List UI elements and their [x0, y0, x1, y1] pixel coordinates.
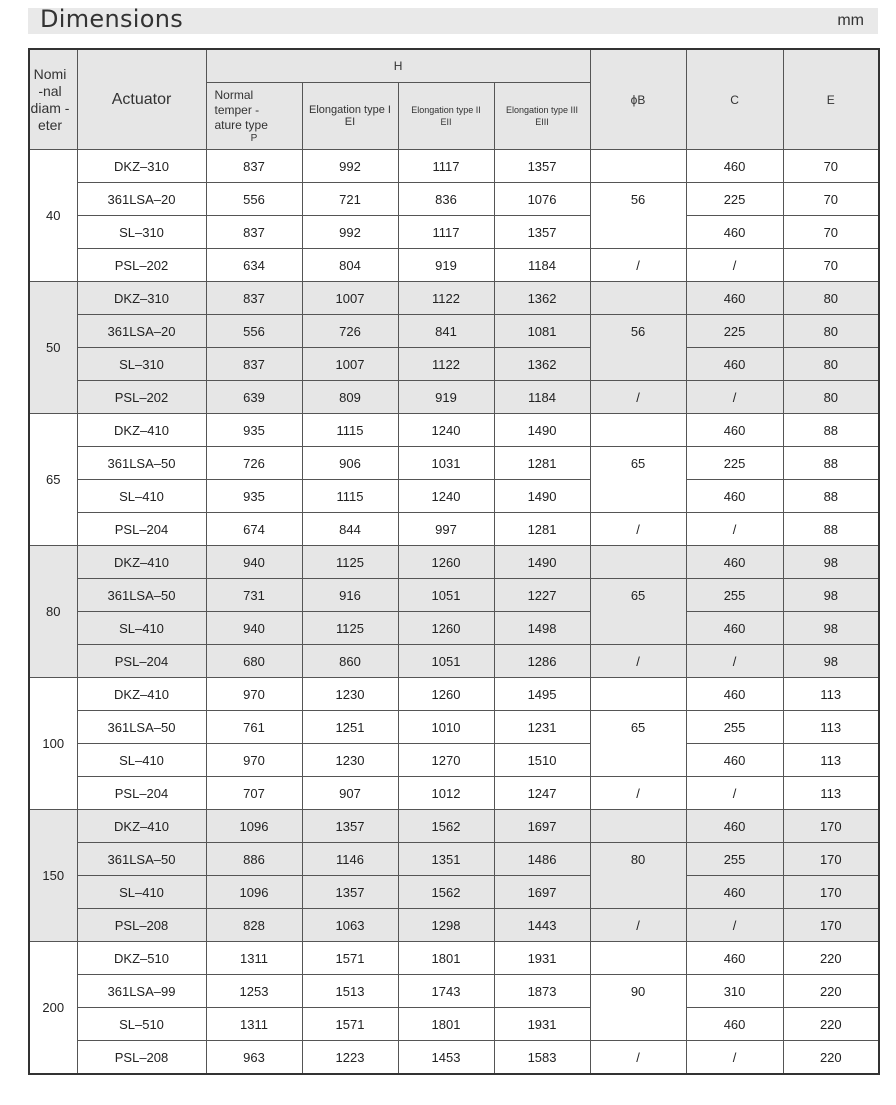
eii-cell: 1012	[398, 777, 494, 810]
p-cell: 556	[206, 315, 302, 348]
phi-b-cell: 65	[590, 711, 686, 777]
eiii-cell: 1362	[494, 282, 590, 315]
table-row	[29, 678, 879, 711]
dimensions-table	[28, 48, 880, 1075]
ei-cell: 1513	[302, 975, 398, 1008]
ei-cell: 726	[302, 315, 398, 348]
c-cell: 460	[686, 876, 783, 909]
eiii-cell: 1490	[494, 546, 590, 579]
ei-cell: 1125	[302, 546, 398, 579]
e-cell: 113	[783, 777, 879, 810]
phi-b-cell	[590, 678, 686, 711]
eii-cell: 1743	[398, 975, 494, 1008]
eii-cell: 1240	[398, 480, 494, 513]
ei-cell: 1357	[302, 876, 398, 909]
eii-cell: 836	[398, 183, 494, 216]
header-e: E	[783, 49, 879, 150]
eii-cell: 1453	[398, 1041, 494, 1075]
e-cell: 220	[783, 1041, 879, 1075]
table-row	[29, 876, 879, 909]
eiii-cell: 1931	[494, 1008, 590, 1041]
p-cell: 837	[206, 348, 302, 381]
c-cell: /	[686, 1041, 783, 1075]
e-cell: 80	[783, 315, 879, 348]
ei-cell: 1146	[302, 843, 398, 876]
eii-cell: 1031	[398, 447, 494, 480]
eiii-cell: 1486	[494, 843, 590, 876]
c-cell: 460	[686, 348, 783, 381]
eiii-cell: 1510	[494, 744, 590, 777]
actuator-cell: 361LSA–50	[77, 843, 206, 876]
e-cell: 88	[783, 414, 879, 447]
c-cell: 310	[686, 975, 783, 1008]
phi-b-cell: /	[590, 249, 686, 282]
c-cell: 460	[686, 942, 783, 975]
ei-cell: 906	[302, 447, 398, 480]
actuator-cell: PSL–202	[77, 249, 206, 282]
table-row	[29, 282, 879, 315]
p-cell: 556	[206, 183, 302, 216]
actuator-cell: SL–310	[77, 348, 206, 381]
actuator-cell: PSL–204	[77, 645, 206, 678]
eii-cell: 1117	[398, 216, 494, 249]
e-cell: 88	[783, 480, 879, 513]
e-cell: 170	[783, 810, 879, 843]
c-cell: /	[686, 381, 783, 414]
table-row	[29, 183, 879, 216]
table-body	[29, 150, 879, 1075]
header-nominal-diameter: Nomi -nal diam -eter	[29, 49, 77, 150]
nominal-diameter-cell: 100	[29, 678, 77, 810]
header-h-ei: Elongation type I EI	[302, 83, 398, 150]
table-row	[29, 1008, 879, 1041]
eiii-cell: 1583	[494, 1041, 590, 1075]
p-cell: 1311	[206, 1008, 302, 1041]
actuator-cell: DKZ–310	[77, 150, 206, 183]
e-cell: 80	[783, 381, 879, 414]
table-row	[29, 447, 879, 480]
ei-cell: 907	[302, 777, 398, 810]
eii-cell: 841	[398, 315, 494, 348]
phi-b-cell: /	[590, 777, 686, 810]
phi-b-cell: /	[590, 1041, 686, 1075]
nominal-diameter-cell: 150	[29, 810, 77, 942]
c-cell: /	[686, 249, 783, 282]
header-h-eiii: Elongation type III EIII	[494, 83, 590, 150]
c-cell: 460	[686, 678, 783, 711]
nominal-diameter-cell: 40	[29, 150, 77, 282]
e-cell: 70	[783, 216, 879, 249]
p-cell: 1096	[206, 876, 302, 909]
eiii-cell: 1184	[494, 249, 590, 282]
p-cell: 726	[206, 447, 302, 480]
table-row	[29, 381, 879, 414]
c-cell: 460	[686, 744, 783, 777]
table-row	[29, 744, 879, 777]
eiii-cell: 1286	[494, 645, 590, 678]
e-cell: 80	[783, 348, 879, 381]
ei-cell: 992	[302, 216, 398, 249]
header-c: C	[686, 49, 783, 150]
eii-cell: 1260	[398, 612, 494, 645]
eiii-cell: 1443	[494, 909, 590, 942]
p-cell: 639	[206, 381, 302, 414]
ei-cell: 1063	[302, 909, 398, 942]
e-cell: 88	[783, 447, 879, 480]
ei-cell: 1125	[302, 612, 398, 645]
table-row	[29, 843, 879, 876]
c-cell: 460	[686, 1008, 783, 1041]
eii-cell: 997	[398, 513, 494, 546]
c-cell: 460	[686, 612, 783, 645]
eiii-cell: 1281	[494, 513, 590, 546]
eii-cell: 1260	[398, 546, 494, 579]
eii-cell: 1562	[398, 876, 494, 909]
p-cell: 940	[206, 546, 302, 579]
table-row	[29, 777, 879, 810]
p-cell: 970	[206, 678, 302, 711]
p-cell: 707	[206, 777, 302, 810]
c-cell: 460	[686, 480, 783, 513]
c-cell: /	[686, 645, 783, 678]
eiii-cell: 1227	[494, 579, 590, 612]
actuator-cell: DKZ–410	[77, 414, 206, 447]
table-row	[29, 975, 879, 1008]
ei-cell: 1571	[302, 1008, 398, 1041]
p-cell: 837	[206, 282, 302, 315]
ei-cell: 1230	[302, 678, 398, 711]
c-cell: 225	[686, 183, 783, 216]
eiii-cell: 1931	[494, 942, 590, 975]
eii-cell: 1298	[398, 909, 494, 942]
c-cell: 255	[686, 843, 783, 876]
e-cell: 113	[783, 744, 879, 777]
ei-cell: 1571	[302, 942, 398, 975]
table-row	[29, 810, 879, 843]
c-cell: 225	[686, 447, 783, 480]
header-h-p: Normal temper -ature type P	[206, 83, 302, 150]
actuator-cell: PSL–204	[77, 777, 206, 810]
actuator-cell: 361LSA–20	[77, 315, 206, 348]
ei-cell: 1357	[302, 810, 398, 843]
p-cell: 935	[206, 480, 302, 513]
c-cell: 460	[686, 150, 783, 183]
eii-cell: 1562	[398, 810, 494, 843]
phi-b-cell	[590, 150, 686, 183]
e-cell: 70	[783, 150, 879, 183]
ei-cell: 809	[302, 381, 398, 414]
c-cell: /	[686, 909, 783, 942]
phi-b-cell: /	[590, 645, 686, 678]
phi-b-cell: 56	[590, 315, 686, 381]
e-cell: 98	[783, 645, 879, 678]
unit-label: mm	[837, 12, 864, 29]
ei-cell: 804	[302, 249, 398, 282]
eiii-cell: 1357	[494, 216, 590, 249]
eiii-cell: 1081	[494, 315, 590, 348]
p-cell: 731	[206, 579, 302, 612]
eiii-cell: 1231	[494, 711, 590, 744]
e-cell: 80	[783, 282, 879, 315]
p-cell: 1096	[206, 810, 302, 843]
e-cell: 113	[783, 711, 879, 744]
eii-cell: 1240	[398, 414, 494, 447]
actuator-cell: DKZ–410	[77, 546, 206, 579]
e-cell: 113	[783, 678, 879, 711]
header-h: H	[206, 49, 590, 83]
nominal-diameter-cell: 50	[29, 282, 77, 414]
e-cell: 70	[783, 249, 879, 282]
ei-cell: 1007	[302, 348, 398, 381]
eii-cell: 919	[398, 249, 494, 282]
eii-cell: 1801	[398, 1008, 494, 1041]
p-cell: 761	[206, 711, 302, 744]
eii-cell: 1122	[398, 282, 494, 315]
p-cell: 674	[206, 513, 302, 546]
eii-cell: 1801	[398, 942, 494, 975]
phi-b-cell: 65	[590, 447, 686, 513]
actuator-cell: SL–410	[77, 612, 206, 645]
actuator-cell: 361LSA–50	[77, 579, 206, 612]
table-row	[29, 645, 879, 678]
eiii-cell: 1697	[494, 876, 590, 909]
p-cell: 837	[206, 150, 302, 183]
nominal-diameter-cell: 80	[29, 546, 77, 678]
table-row	[29, 711, 879, 744]
c-cell: 255	[686, 579, 783, 612]
ei-cell: 860	[302, 645, 398, 678]
ei-cell: 916	[302, 579, 398, 612]
eii-cell: 919	[398, 381, 494, 414]
phi-b-cell	[590, 414, 686, 447]
actuator-cell: 361LSA–50	[77, 711, 206, 744]
eiii-cell: 1357	[494, 150, 590, 183]
eiii-cell: 1697	[494, 810, 590, 843]
eiii-cell: 1873	[494, 975, 590, 1008]
ei-cell: 1115	[302, 480, 398, 513]
e-cell: 170	[783, 843, 879, 876]
eii-cell: 1010	[398, 711, 494, 744]
header-actuator: Actuator	[77, 49, 206, 150]
ei-cell: 1251	[302, 711, 398, 744]
p-cell: 1311	[206, 942, 302, 975]
c-cell: 255	[686, 711, 783, 744]
p-cell: 970	[206, 744, 302, 777]
actuator-cell: SL–410	[77, 876, 206, 909]
e-cell: 220	[783, 975, 879, 1008]
table-row	[29, 315, 879, 348]
e-cell: 88	[783, 513, 879, 546]
eiii-cell: 1247	[494, 777, 590, 810]
header-phi-b: ϕB	[590, 49, 686, 150]
actuator-cell: SL–410	[77, 480, 206, 513]
p-cell: 935	[206, 414, 302, 447]
e-cell: 98	[783, 579, 879, 612]
p-cell: 886	[206, 843, 302, 876]
actuator-cell: DKZ–410	[77, 678, 206, 711]
phi-b-cell: /	[590, 909, 686, 942]
eiii-cell: 1281	[494, 447, 590, 480]
table-row	[29, 546, 879, 579]
table-row	[29, 1041, 879, 1075]
table-row	[29, 612, 879, 645]
actuator-cell: PSL–204	[77, 513, 206, 546]
phi-b-cell	[590, 282, 686, 315]
table-row	[29, 150, 879, 183]
eiii-cell: 1184	[494, 381, 590, 414]
table-row	[29, 513, 879, 546]
phi-b-cell	[590, 546, 686, 579]
c-cell: /	[686, 777, 783, 810]
table-row	[29, 579, 879, 612]
c-cell: 460	[686, 216, 783, 249]
phi-b-cell: 90	[590, 975, 686, 1041]
phi-b-cell	[590, 942, 686, 975]
eiii-cell: 1362	[494, 348, 590, 381]
phi-b-cell: 65	[590, 579, 686, 645]
phi-b-cell: /	[590, 381, 686, 414]
ei-cell: 992	[302, 150, 398, 183]
eii-cell: 1051	[398, 645, 494, 678]
table-row	[29, 480, 879, 513]
actuator-cell: DKZ–410	[77, 810, 206, 843]
c-cell: 460	[686, 810, 783, 843]
e-cell: 170	[783, 876, 879, 909]
e-cell: 220	[783, 942, 879, 975]
eiii-cell: 1490	[494, 480, 590, 513]
eiii-cell: 1498	[494, 612, 590, 645]
eiii-cell: 1076	[494, 183, 590, 216]
actuator-cell: SL–510	[77, 1008, 206, 1041]
c-cell: 460	[686, 282, 783, 315]
p-cell: 940	[206, 612, 302, 645]
ei-cell: 1223	[302, 1041, 398, 1075]
actuator-cell: 361LSA–99	[77, 975, 206, 1008]
ei-cell: 1115	[302, 414, 398, 447]
e-cell: 70	[783, 183, 879, 216]
actuator-cell: PSL–208	[77, 1041, 206, 1075]
header-h-eii: Elongation type II EII	[398, 83, 494, 150]
actuator-cell: SL–310	[77, 216, 206, 249]
p-cell: 634	[206, 249, 302, 282]
table-row	[29, 414, 879, 447]
table-row	[29, 942, 879, 975]
title-bar	[28, 5, 878, 34]
actuator-cell: 361LSA–50	[77, 447, 206, 480]
actuator-cell: PSL–202	[77, 381, 206, 414]
c-cell: /	[686, 513, 783, 546]
actuator-cell: DKZ–510	[77, 942, 206, 975]
p-cell: 963	[206, 1041, 302, 1075]
actuator-cell: 361LSA–20	[77, 183, 206, 216]
eii-cell: 1117	[398, 150, 494, 183]
table-row	[29, 249, 879, 282]
c-cell: 225	[686, 315, 783, 348]
p-cell: 680	[206, 645, 302, 678]
phi-b-cell: 80	[590, 843, 686, 909]
eii-cell: 1122	[398, 348, 494, 381]
eii-cell: 1051	[398, 579, 494, 612]
phi-b-cell	[590, 810, 686, 843]
eii-cell: 1270	[398, 744, 494, 777]
ei-cell: 1007	[302, 282, 398, 315]
c-cell: 460	[686, 414, 783, 447]
e-cell: 220	[783, 1008, 879, 1041]
nominal-diameter-cell: 65	[29, 414, 77, 546]
e-cell: 98	[783, 612, 879, 645]
e-cell: 98	[783, 546, 879, 579]
table-row	[29, 909, 879, 942]
e-cell: 170	[783, 909, 879, 942]
ei-cell: 1230	[302, 744, 398, 777]
table-row	[29, 348, 879, 381]
ei-cell: 721	[302, 183, 398, 216]
actuator-cell: DKZ–310	[77, 282, 206, 315]
page-title: Dimensions	[40, 5, 184, 33]
table-row	[29, 216, 879, 249]
c-cell: 460	[686, 546, 783, 579]
p-cell: 1253	[206, 975, 302, 1008]
eiii-cell: 1495	[494, 678, 590, 711]
phi-b-cell: /	[590, 513, 686, 546]
p-cell: 837	[206, 216, 302, 249]
nominal-diameter-cell: 200	[29, 942, 77, 1075]
eii-cell: 1351	[398, 843, 494, 876]
eiii-cell: 1490	[494, 414, 590, 447]
ei-cell: 844	[302, 513, 398, 546]
eii-cell: 1260	[398, 678, 494, 711]
phi-b-cell: 56	[590, 183, 686, 249]
actuator-cell: PSL–208	[77, 909, 206, 942]
p-cell: 828	[206, 909, 302, 942]
actuator-cell: SL–410	[77, 744, 206, 777]
